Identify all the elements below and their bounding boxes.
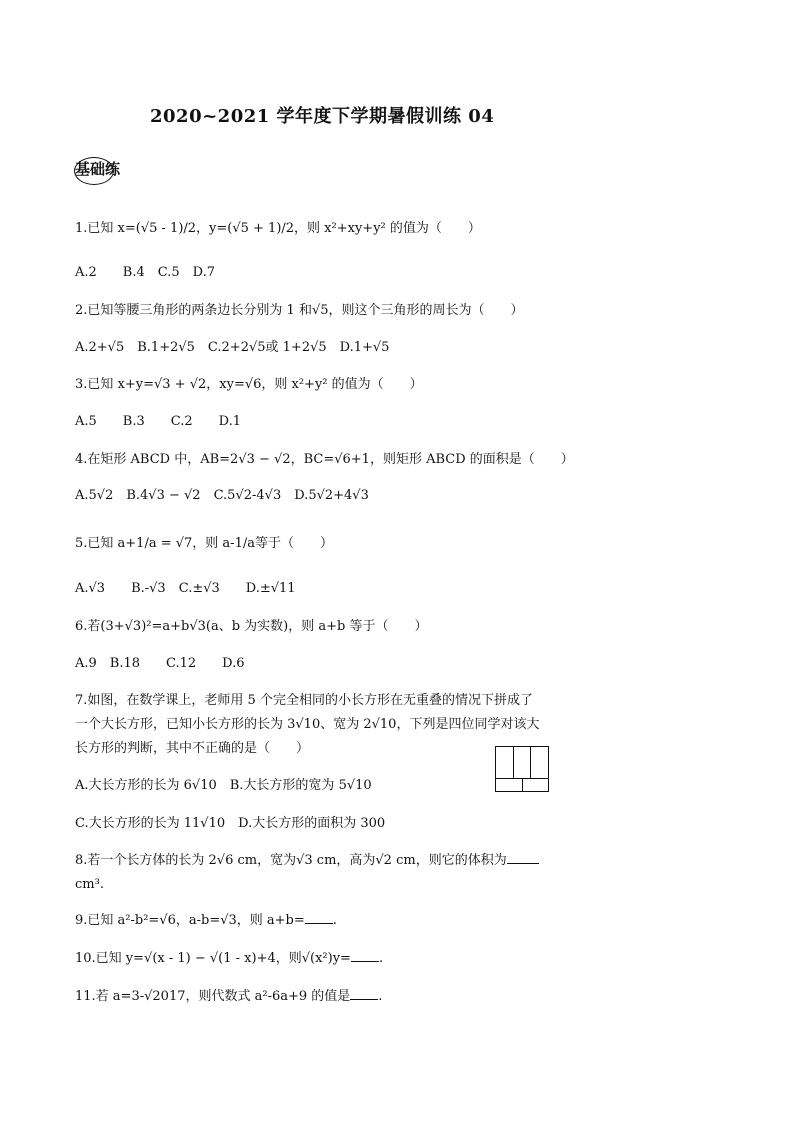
question-11-text: 11.若 a=3-√2017，则代数式 a²-6a+9 的值是 — [75, 989, 351, 1004]
figure-divider — [522, 778, 523, 792]
figure-divider — [513, 747, 514, 778]
figure-divider — [530, 747, 531, 778]
question-4-stem: 4.在矩形 ABCD 中，AB=2√3 − √2，BC=√6+1，则矩形 ABCD 的面积是（ ） — [75, 452, 574, 467]
question-7-options-line-1: A.大长方形的长为 6√10 B.大长方形的宽为 5√10 — [75, 778, 372, 793]
answer-blank[interactable] — [305, 923, 333, 924]
question-9 — [75, 912, 337, 930]
question-8-text: 8.若一个长方体的长为 2√6 cm，宽为√3 cm，高为√2 cm，则它的体积为 — [75, 853, 507, 868]
answer-blank[interactable] — [351, 961, 379, 962]
question-10 — [75, 950, 383, 968]
question-9-tail: . — [332, 913, 337, 928]
question-11 — [75, 988, 382, 1006]
question-1-stem: 1.已知 x=(√5 - 1)/2，y=(√5 + 1)/2，则 x²+xy+y² 的值为（ ） — [75, 221, 481, 236]
question-7-stem-line-3: 长方形的判断，其中不正确的是（ ） — [75, 741, 310, 756]
question-6-options: A.9 B.18 C.12 D.6 — [75, 656, 245, 671]
question-3-options: A.5 B.3 C.2 D.1 — [75, 414, 241, 429]
rectangle-tiling-figure — [495, 746, 549, 792]
answer-blank[interactable] — [350, 999, 378, 1000]
question-10-text: 10.已知 y=√(x - 1) − √(1 - x)+4，则√(x²)y= — [75, 951, 351, 966]
question-10-tail: . — [378, 951, 384, 966]
question-4-options: A.5√2 B.4√3 − √2 C.5√2-4√3 D.5√2+4√3 — [75, 488, 369, 503]
question-3-stem: 3.已知 x+y=√3 + √2，xy=√6，则 x²+y² 的值为（ ） — [75, 377, 423, 392]
question-7-stem-line-1: 7.如图，在数学课上，老师用 5 个完全相同的小长方形在无重叠的情况下拼成了 — [75, 693, 533, 708]
question-8-stem-line-1 — [75, 852, 539, 870]
section-label: 基础练 — [75, 160, 121, 178]
answer-blank[interactable] — [507, 863, 539, 864]
question-9-text: 9.已知 a²-b²=√6，a-b=√3，则 a+b= — [75, 913, 305, 928]
question-7-options-line-2: C.大长方形的长为 11√10 D.大长方形的面积为 300 — [75, 816, 386, 831]
question-6-stem: 6.若(3+√3)²=a+b√3(a、b 为实数)，则 a+b 等于（ ） — [75, 619, 428, 634]
question-7-stem-line-2: 一个大长方形，已知小长方形的长为 3√10、宽为 2√10，下列是四位同学对该大 — [75, 717, 540, 732]
page-title: 2020~2021 学年度下学期暑假训练 04 — [150, 106, 495, 127]
question-5-options: A.√3 B.-√3 C.±√3 D.±√11 — [75, 581, 296, 596]
question-2-stem: 2.已知等腰三角形的两条边长分别为 1 和√5，则这个三角形的周长为（ ） — [75, 303, 524, 318]
question-1-options: A.2 B.4 C.5 D.7 — [75, 265, 215, 280]
question-2-options: A.2+√5 B.1+2√5 C.2+2√5或 1+2√5 D.1+√5 — [75, 340, 390, 355]
question-5-stem: 5.已知 a+1/a = √7，则 a-1/a等于（ ） — [75, 536, 333, 551]
question-11-tail: . — [378, 989, 383, 1004]
question-8-stem-line-2: cm³. — [75, 877, 104, 892]
